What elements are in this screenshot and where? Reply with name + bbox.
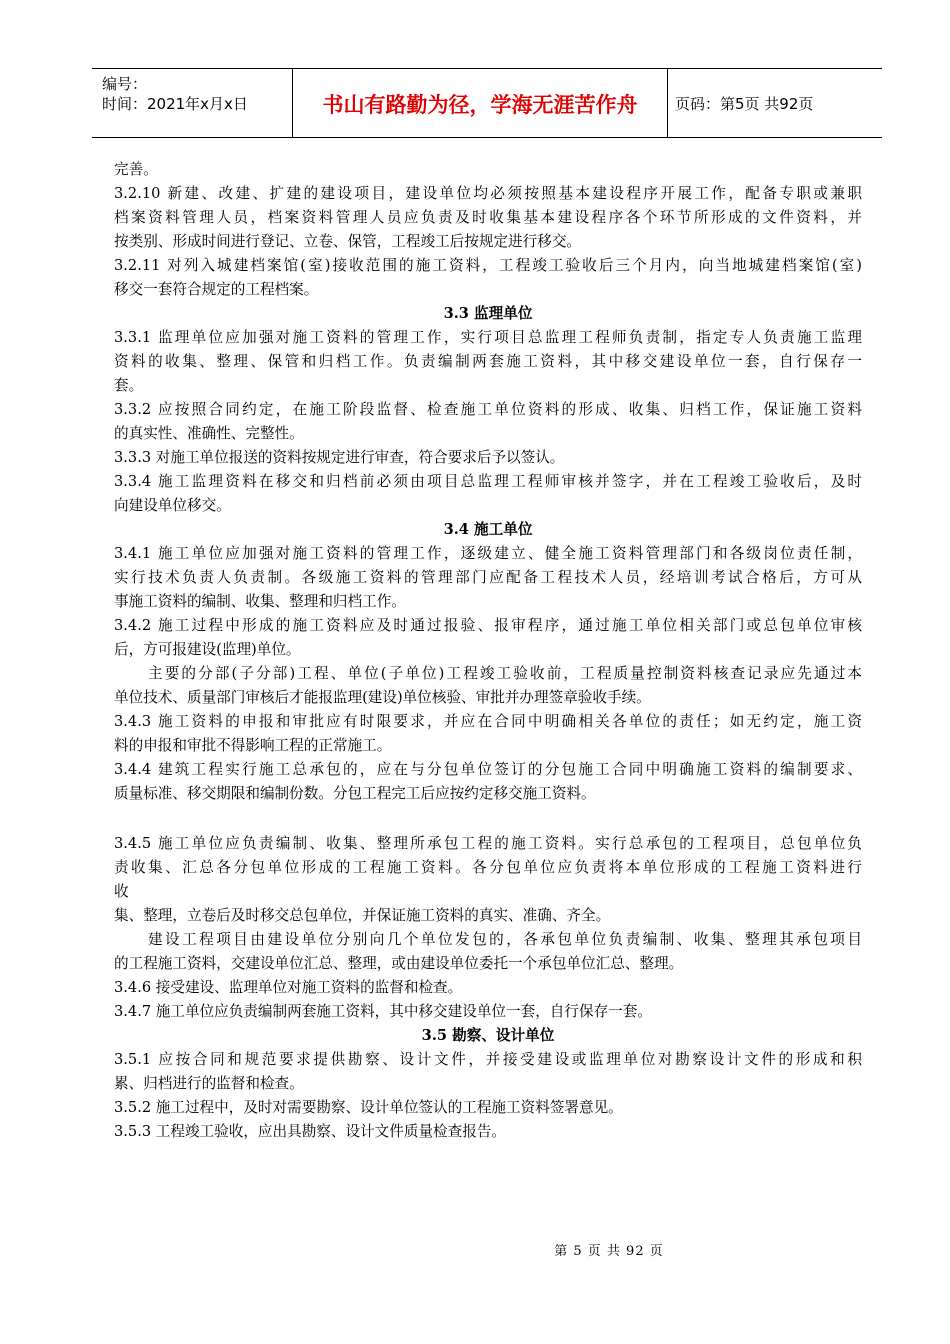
body-line: 3.3.2 应按照合同约定，在施工阶段监督、检查施工单位资料的形成、收集、归档工作，保证施工资料 [114, 401, 862, 418]
body-line: 料的申报和审批不得影响工程的正常施工。 [114, 737, 392, 754]
body-line: 3.3.3 对施工单位报送的资料按规定进行审查，符合要求后予以签认。 [114, 449, 565, 466]
body-line: 3.4.6 接受建设、监理单位对施工资料的监督和检查。 [114, 979, 463, 996]
body-line: 3.2.11 对列入城建档案馆(室)接收范围的施工资料，工程竣工验收后三个月内，向当地城建档案馆(室) [114, 257, 862, 274]
body-line: 3.4.5 施工单位应负责编制、收集、整理所承包工程的施工资料。实行总承包的工程项目，总包单位负 [114, 835, 862, 852]
body-line: 向建设单位移交。 [114, 497, 231, 514]
body-line: 后，方可报建设(监理)单位。 [114, 641, 301, 658]
footer-page-number: 第 5 页 共 92 页 [554, 1244, 664, 1259]
header-motto: 书山有路勤为径，学海无涯苦作舟 [322, 93, 638, 117]
document-body [114, 158, 862, 1144]
header-info-cell [92, 69, 292, 137]
body-line: 3.5.1 应按合同和规范要求提供勘察、设计文件，并接受建设或监理单位对勘察设计文件的形成和积 [114, 1051, 862, 1068]
body-line: 累、归档进行的监督和检查。 [114, 1075, 304, 1092]
body-line: 3.4.2 施工过程中形成的施工资料应及时通过报验、报审程序，通过施工单位相关部门或总包单位审核 [114, 617, 862, 634]
body-line: 的真实性、准确性、完整性。 [114, 425, 304, 442]
time-label: 时间：2021年x月x日 [102, 95, 248, 113]
header-motto-cell [292, 69, 668, 137]
body-line: 3.3.4 施工监理资料在移交和归档前必须由项目总监理工程师审核并签字，并在工程竣工验收后，及时 [114, 473, 862, 490]
page-footer [0, 1240, 950, 1259]
body-line: 单位技术、质量部门审核后才能报监理(建设)单位核验、审批并办理签章验收手续。 [114, 689, 651, 706]
body-line: 建设工程项目由建设单位分别向几个单位发包的，各承包单位负责编制、收集、整理其承包项目 [148, 931, 862, 948]
body-line: 3.5.3 工程竣工验收，应出具勘察、设计文件质量检查报告。 [114, 1123, 507, 1140]
section-heading-3-5: 3.5 勘察、设计单位 [421, 1027, 555, 1044]
body-line: 3.4.3 施工资料的申报和审批应有时限要求，并应在合同中明确相关各单位的责任；如无约定，施工资 [114, 713, 862, 730]
body-line: 实行技术负责人负责制。各级施工资料的管理部门应配备工程技术人员，经培训考试合格后，方可从 [114, 569, 862, 586]
paragraph-gap [114, 806, 862, 832]
body-line: 责收集、汇总各分包单位形成的工程施工资料。各分包单位应负责将本单位形成的工程施工资料进行 [114, 859, 862, 876]
body-line: 集、整理，立卷后及时移交总包单位，并保证施工资料的真实、准确、齐全。 [114, 907, 611, 924]
page-header [92, 68, 882, 138]
body-line: 3.4.1 施工单位应加强对施工资料的管理工作，逐级建立、健全施工资料管理部门和各级岗位责任制， [114, 545, 862, 562]
body-line: 的工程施工资料，交建设单位汇总、整理，或由建设单位委托一个承包单位汇总、整理。 [114, 955, 684, 972]
body-line: 收 [114, 883, 129, 900]
body-line: 主要的分部(子分部)工程、单位(子单位)工程竣工验收前，工程质量控制资料核查记录应先通过本 [148, 665, 862, 682]
body-line: 质量标准、移交期限和编制份数。分包工程完工后应按约定移交施工资料。 [114, 785, 596, 802]
body-line: 3.2.10 新建、改建、扩建的建设项目，建设单位均必须按照基本建设程序开展工作，配备专职或兼职 [114, 185, 862, 202]
header-page-cell [667, 69, 882, 137]
body-line: 按类别、形成时间进行登记、立卷、保管，工程竣工后按规定进行移交。 [114, 233, 582, 250]
body-line: 移交一套符合规定的工程档案。 [114, 281, 319, 298]
section-heading-3-3: 3.3 监理单位 [443, 305, 533, 322]
body-line: 套。 [114, 377, 144, 394]
header-page-code: 页码：第5页 共92页 [675, 95, 814, 113]
body-line: 资料的收集、整理、保管和归档工作。负责编制两套施工资料，其中移交建设单位一套，自行保存一 [114, 353, 862, 370]
body-line: 事施工资料的编制、收集、整理和归档工作。 [114, 593, 406, 610]
section-heading-3-4: 3.4 施工单位 [443, 521, 533, 538]
body-line: 3.4.7 施工单位应负责编制两套施工资料，其中移交建设单位一套，自行保存一套。 [114, 1003, 652, 1020]
body-line: 完善。 [114, 161, 158, 178]
body-line: 3.3.1 监理单位应加强对施工资料的管理工作，实行项目总监理工程师负责制，指定专人负责施工监理 [114, 329, 862, 346]
body-line: 3.5.2 施工过程中，及时对需要勘察、设计单位签认的工程施工资料签署意见。 [114, 1099, 623, 1116]
serial-number-label: 编号： [102, 75, 148, 93]
body-line: 档案资料管理人员，档案资料管理人员应负责及时收集基本建设程序各个环节所形成的文件资料，并 [114, 209, 862, 226]
body-line: 3.4.4 建筑工程实行施工总承包的，应在与分包单位签订的分包施工合同中明确施工资料的编制要求、 [114, 761, 862, 778]
